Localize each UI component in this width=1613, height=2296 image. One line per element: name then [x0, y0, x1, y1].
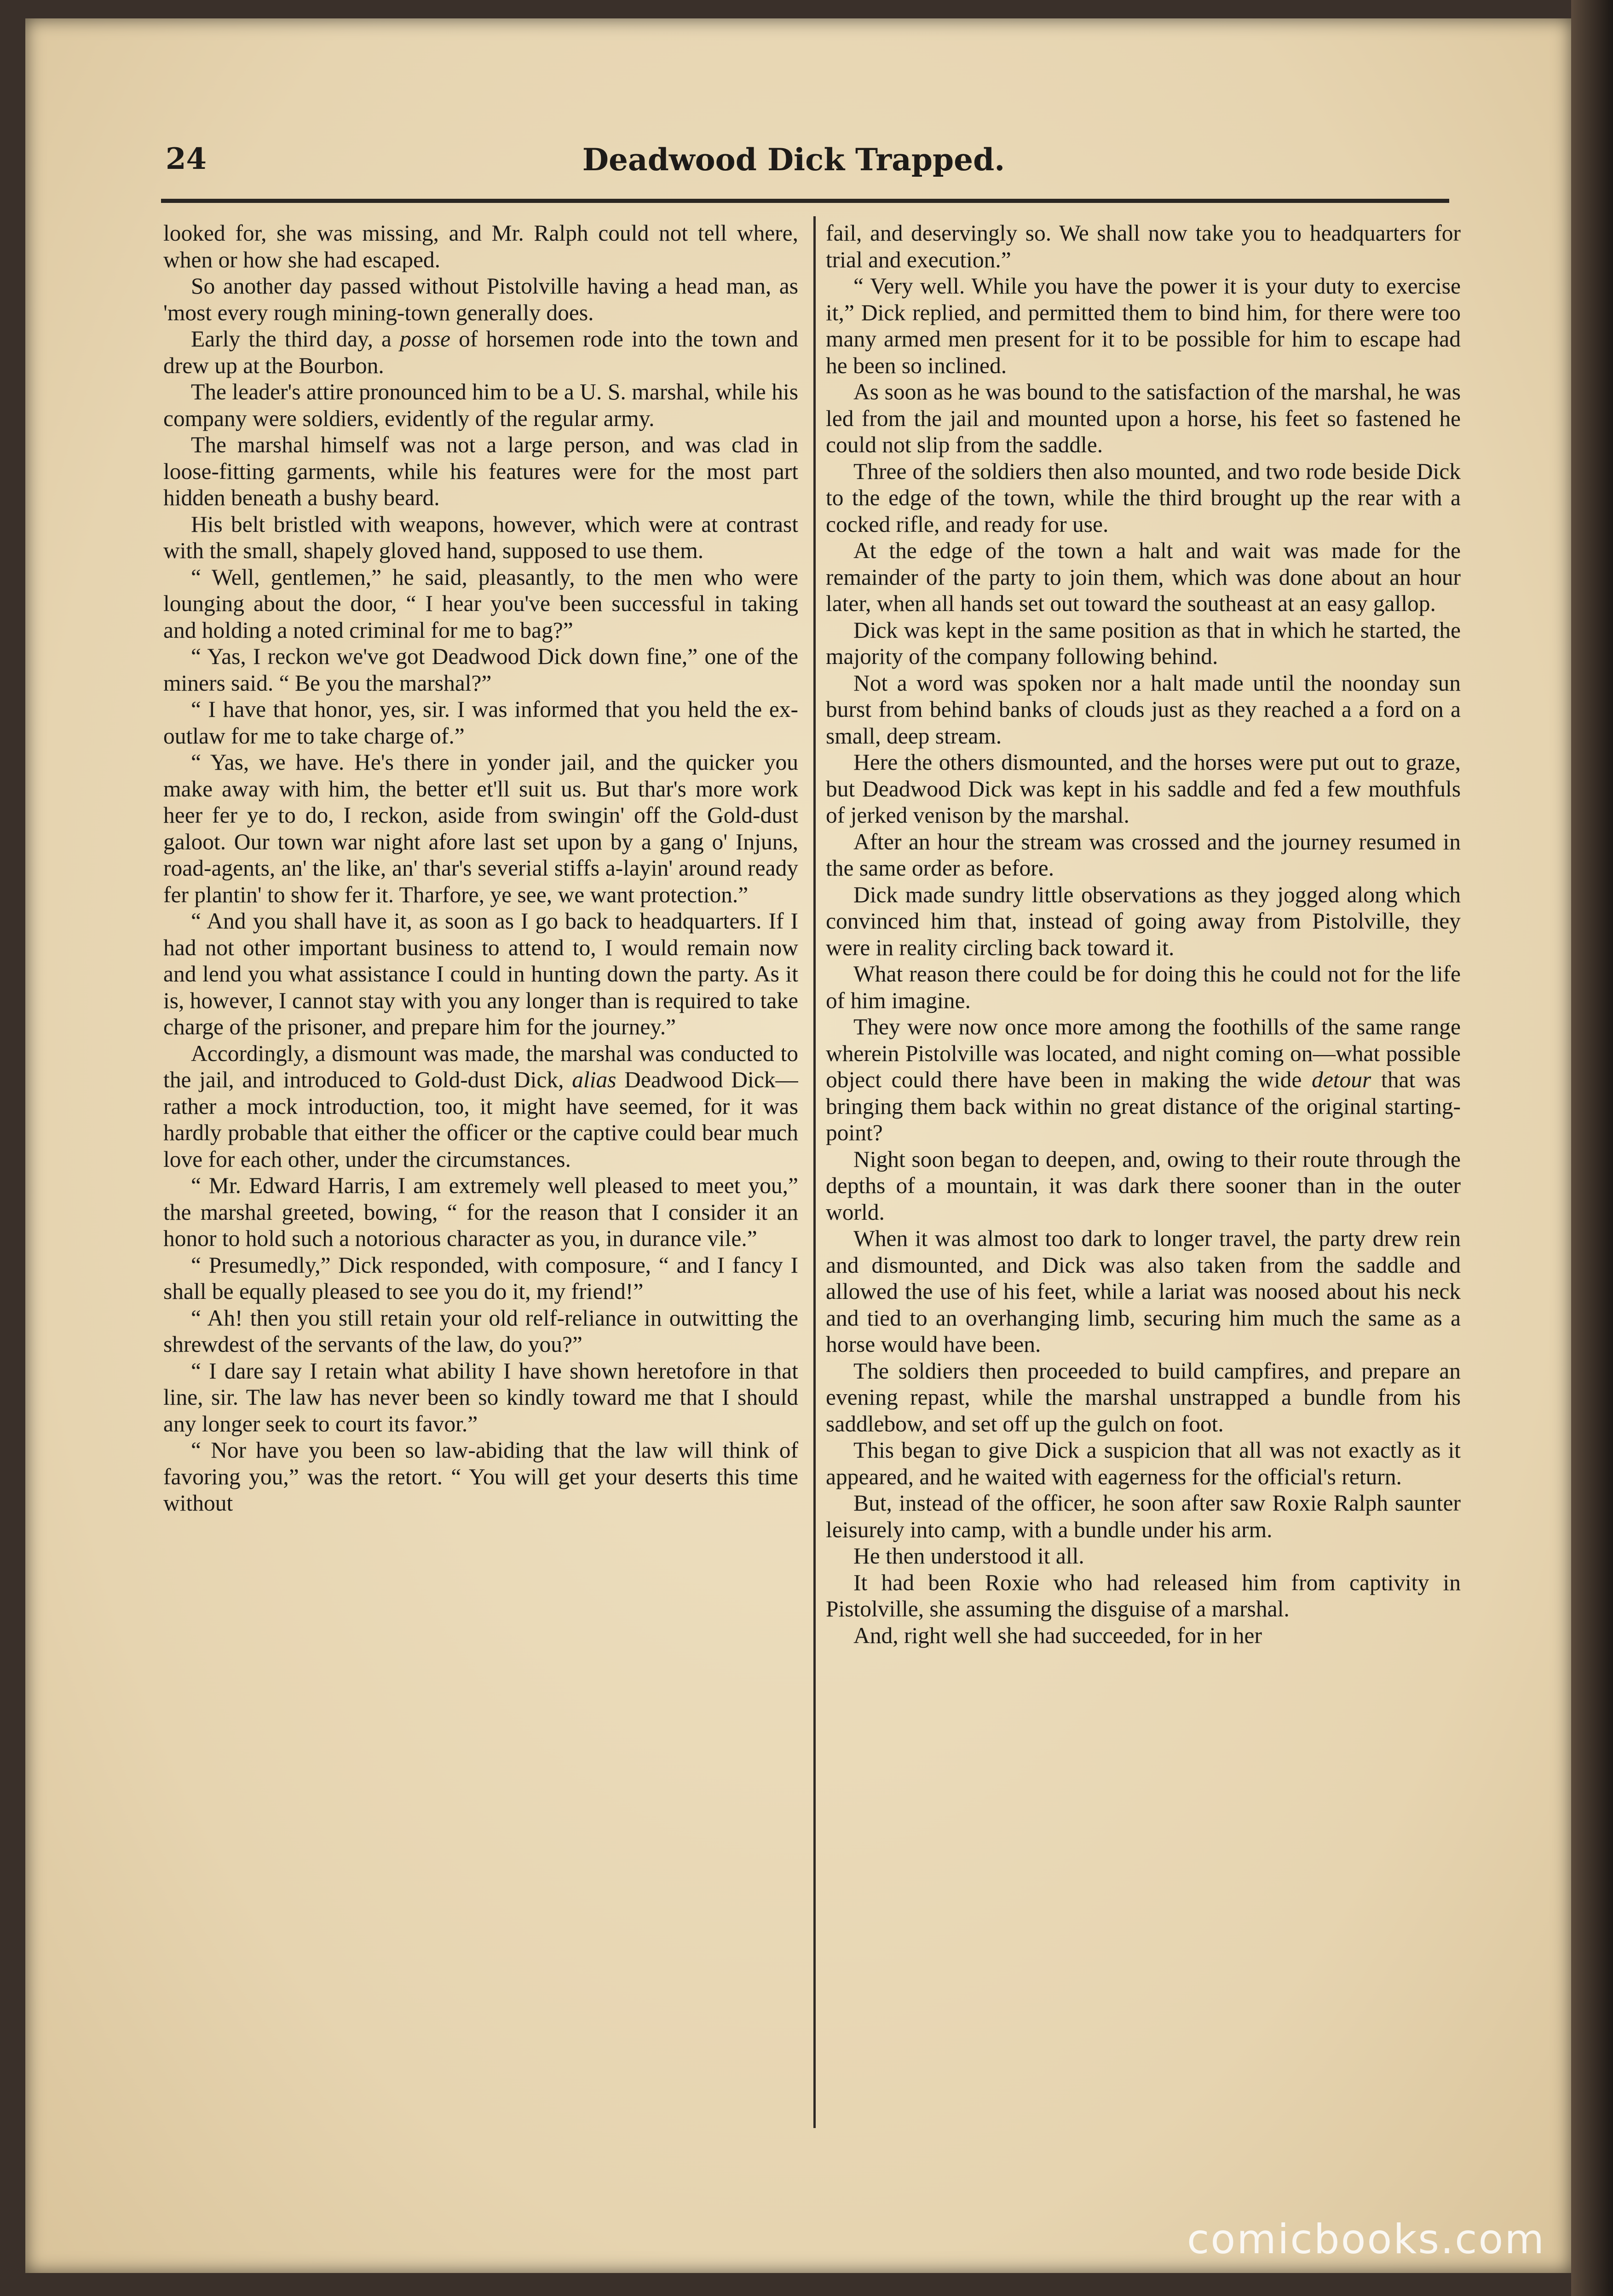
page-header — [138, 138, 1449, 189]
paragraph: His belt bristled with weapons, however, which were at contrast with the small, shapely gloved hand, supposed to use them. — [163, 511, 798, 563]
page-number: 24 — [166, 142, 207, 176]
paragraph: The soldiers then proceeded to build campfires, and prepare an evening repast, while the marshal unstrapped a bundle from his saddlebow, and set off up the gulch on foot. — [826, 1358, 1461, 1436]
paragraph: The marshal himself was not a large person, and was clad in loose-fitting garments, while his features were for the most part hidden beneath a bushy beard. — [163, 432, 798, 510]
right-column — [826, 220, 1461, 2125]
paragraph: “ Ah! then you still retain your old relf-reliance in outwitting the shrewdest of the servants of the law, do you?” — [163, 1305, 798, 1357]
paragraph: “ Yas, I reckon we've got Deadwood Dick down fine,” one of the miners said. “ Be you the marshal?” — [163, 644, 798, 696]
paragraph: They were now once more among the foothills of the same range wherein Pistolville was located, and night coming on—what possible object could there have been in making the wide detour that was bringing them back within no great distance of the original starting-point? — [826, 1014, 1461, 1145]
paragraph: So another day passed without Pistolville having a head man, as 'most every rough mining-town generally does. — [163, 273, 798, 325]
paragraph: “ I dare say I retain what ability I have shown heretofore in that line, sir. The law has never been so kindly toward me that I should any longer seek to court its favor.” — [163, 1358, 798, 1436]
paragraph: As soon as he was bound to the satisfaction of the marshal, he was led from the jail and mounted upon a horse, his feet so fastened he could not slip from the saddle. — [826, 379, 1461, 457]
paragraph: At the edge of the town a halt and wait was made for the remainder of the party to join them, which was done about an hour later, when all hands set out toward the southeast at an easy gallop. — [826, 538, 1461, 616]
paragraph: “ Well, gentlemen,” he said, pleasantly, to the men who were lounging about the door, “ I hear you've been successful in taking and holding a noted criminal for me to bag?” — [163, 564, 798, 643]
paragraph: Dick made sundry little observations as they jogged along which convinced him that, instead of going away from Pistolville, they were in reality circling back toward it. — [826, 882, 1461, 960]
paragraph: Dick was kept in the same position as that in which he started, the majority of the company following behind. — [826, 617, 1461, 669]
watermark: comicbooks.com — [1187, 2215, 1546, 2263]
paragraph: “ Presumedly,” Dick responded, with composure, “ and I fancy I shall be equally pleased to see you do it, my friend!” — [163, 1252, 798, 1304]
paragraph: Early the third day, a posse of horsemen rode into the town and drew up at the Bourbon. — [163, 326, 798, 378]
paragraph: But, instead of the officer, he soon after saw Roxie Ralph saunter leisurely into camp, with a bundle under his arm. — [826, 1490, 1461, 1542]
paragraph: Not a word was spoken nor a halt made until the noonday sun burst from behind banks of clouds just as they reached a a ford on a small, deep stream. — [826, 670, 1461, 749]
paragraph: “ Mr. Edward Harris, I am extremely well pleased to meet you,” the marshal greeted, bowing, “ for the reason that I consider it an honor to hold such a notorious character as you, in durance vile.” — [163, 1173, 798, 1251]
paragraph: Here the others dismounted, and the horses were put out to graze, but Deadwood Dick was kept in his saddle and fed a few mouthfuls of jerked venison by the marshal. — [826, 750, 1461, 828]
paragraph: “ I have that honor, yes, sir. I was informed that you held the ex-outlaw for me to take charge of.” — [163, 697, 798, 749]
paragraph: “ Very well. While you have the power it is your duty to exercise it,” Dick replied, and permitted them to bind him, for there were too many armed men present for it to be possible for him to escape had he been so inclined. — [826, 273, 1461, 378]
binding-edge — [1571, 0, 1613, 2296]
paragraph: Accordingly, a dismount was made, the marshal was conducted to the jail, and introduced to Gold-dust Dick, alias Deadwood Dick—rather a mock introduction, too, it might have seemed, for it was hardly probable that either the officer or the captive could bear much love for each other, under the circumstances. — [163, 1040, 798, 1172]
paragraph: “ Nor have you been so law-abiding that the law will think of favoring you,” was the retort. “ You will get your deserts this time without — [163, 1437, 798, 1516]
paragraph: When it was almost too dark to longer travel, the party drew rein and dismounted, and Dick was also taken from the saddle and allowed the use of his feet, while a lariat was noosed about his neck and tied to an overhanging limb, securing him much the same as a horse would have been. — [826, 1226, 1461, 1357]
paragraph: And, right well she had succeeded, for in her — [853, 1622, 1262, 1648]
paragraph: He then understood it all. — [853, 1543, 1084, 1569]
paragraph: The leader's attire pronounced him to be a U. S. marshal, while his company were soldiers, evidently of the regular army. — [163, 379, 798, 431]
paragraph: It had been Roxie who had released him from captivity in Pistolville, she assuming the disguise of a marshal. — [826, 1569, 1461, 1621]
paragraph: What reason there could be for doing this he could not for the life of him imagine. — [826, 961, 1461, 1013]
paragraph: This began to give Dick a suspicion that all was not exactly as it appeared, and he waited with eagerness for the official's return. — [826, 1437, 1461, 1489]
paragraph: After an hour the stream was crossed and the journey resumed in the same order as before. — [826, 829, 1461, 881]
paragraph: “ Yas, we have. He's there in yonder jail, and the quicker you make away with him, the better et'll suit us. But thar's more work heer fer ye to do, I reckon, aside from swingin' off the Gold-dust galoot. Our town war night afore last set upon by a gang o' Injuns, road-agents, an' the like, an' thar's severial stiffs a-layin' around ready fer plantin' to show fer it. Tharfore, ye see, we want protection.” — [163, 750, 798, 907]
header-rule — [161, 199, 1449, 203]
paragraph: “ And you shall have it, as soon as I go back to headquarters. If I had not other important business to attend to, I would remain now and lend you what assistance I could in hunting down the party. As it is, however, I cannot stay with you any longer than is required to take charge of the prisoner, and prepare him for the journey.” — [163, 908, 798, 1039]
paragraph: looked for, she was missing, and Mr. Ralph could not tell where, when or how she had escaped. — [163, 220, 798, 272]
column-rule — [813, 216, 816, 2128]
running-title: Deadwood Dick Trapped. — [582, 142, 1005, 178]
paragraph: Night soon began to deepen, and, owing to their route through the depths of a mountain, it was dark there sooner than in the outer world. — [826, 1146, 1461, 1225]
paragraph: fail, and deservingly so. We shall now take you to headquarters for trial and execution.” — [826, 220, 1461, 272]
left-column — [163, 220, 798, 2125]
paragraph: Three of the soldiers then also mounted, and two rode beside Dick to the edge of the town, while the third brought up the rear with a cocked rifle, and ready for use. — [826, 458, 1461, 537]
